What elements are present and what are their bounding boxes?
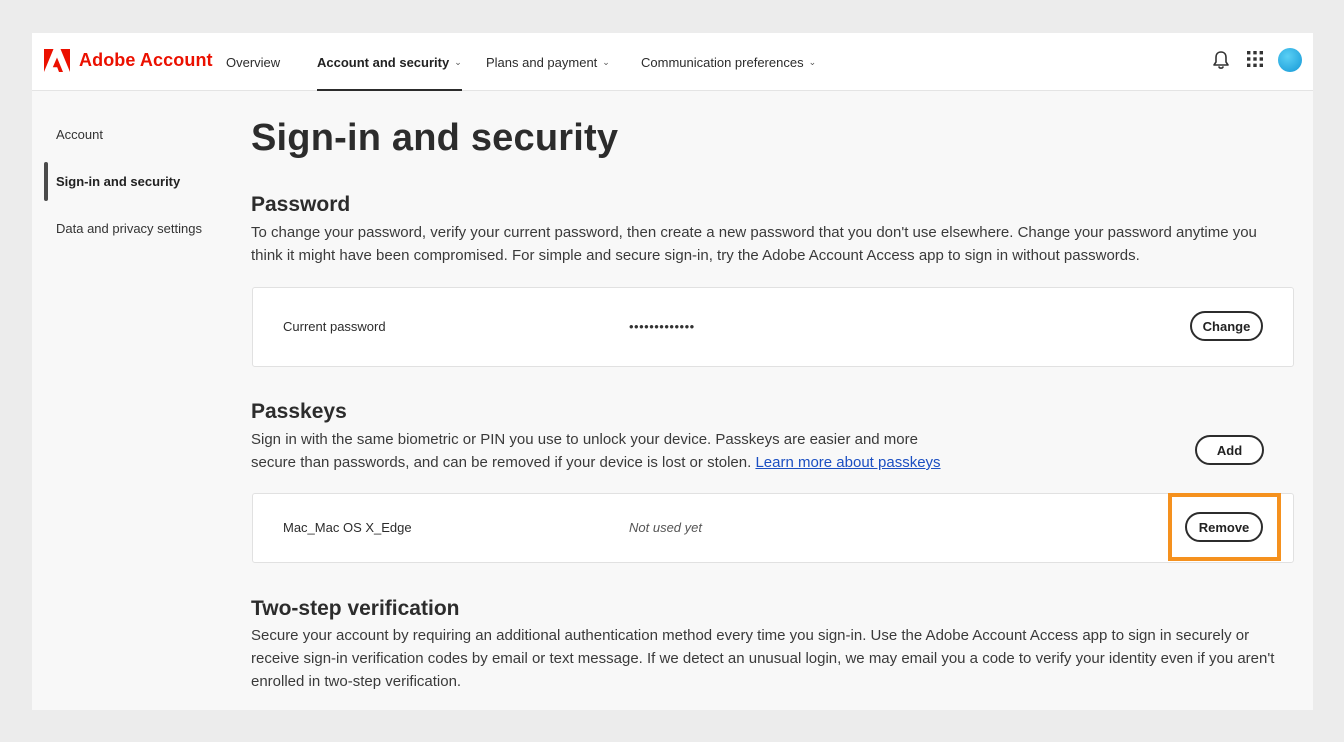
passkey-last-used: Not used yet [629, 520, 702, 535]
notifications-button[interactable] [1212, 50, 1230, 75]
password-card [252, 287, 1294, 367]
sidebar-item-label: Data and privacy settings [56, 221, 202, 236]
passkeys-heading: Passkeys [251, 400, 347, 423]
nav-label: Communication preferences [641, 54, 804, 70]
page-title: Sign-in and security [251, 117, 619, 159]
chevron-down-icon: ⌄ [454, 56, 462, 67]
nav-overview[interactable] [226, 33, 280, 91]
avatar[interactable] [1278, 48, 1302, 72]
add-passkey-button[interactable]: Add [1195, 435, 1264, 465]
sidebar-item-label: Account [56, 127, 103, 142]
brand[interactable] [44, 49, 213, 72]
nav-label: Plans and payment [486, 54, 598, 70]
passkey-card [252, 493, 1294, 563]
sidebar-item-label: Sign-in and security [56, 174, 181, 189]
two-step-description: Secure your account by requiring an additional authentication method every time you sign-in. Use the Adobe Account Access app to sign in securely or receive sign-in verification codes by email or text message. If we detect an unusual login, we may email you a code to verify your identity even if you aren't enrolled in two-step verification. [251, 627, 1275, 690]
sidebar-item-data-and-privacy[interactable] [56, 221, 202, 236]
apps-button[interactable] [1247, 51, 1263, 72]
chevron-down-icon: ⌄ [602, 56, 610, 67]
passkeys-description-text: Sign in with the same biometric or PIN you use to unlock your device. Passkeys are easier and more secure than passwords, and can be removed if your device is lost or stolen. [251, 431, 918, 471]
password-row-label: Current password [283, 319, 386, 334]
nav-label: Overview [226, 54, 281, 70]
learn-more-passkeys-link[interactable]: Learn more about passkeys [755, 454, 941, 471]
sidebar-item-sign-in-and-security[interactable] [56, 174, 180, 189]
passkeys-description [251, 428, 961, 474]
two-step-heading: Two-step verification [251, 597, 460, 620]
password-heading: Password [251, 193, 351, 216]
remove-passkey-button[interactable]: Remove [1185, 512, 1263, 542]
change-password-button[interactable]: Change [1190, 311, 1263, 341]
chevron-down-icon: ⌄ [808, 56, 817, 67]
apps-grid-icon [1247, 51, 1263, 67]
nav-account-and-security[interactable] [317, 33, 462, 91]
bell-icon [1212, 50, 1230, 70]
passkey-device-name: Mac_Mac OS X_Edge [283, 520, 412, 535]
sidebar-item-account[interactable] [56, 127, 103, 142]
top-nav [32, 33, 1313, 91]
nav-label: Account and security [317, 54, 450, 70]
nav-communication-preferences[interactable] [641, 33, 816, 91]
app-window [32, 33, 1313, 710]
brand-name: Adobe Account [79, 50, 213, 70]
password-description: To change your password, verify your current password, then create a new password that you don't use elsewhere. Change your password anytime you think it might have been compromised. For simple and secure sign-in, try the Adobe Account Access app to sign in without passwords. [251, 224, 1257, 264]
password-masked-value: ••••••••••••• [629, 319, 695, 334]
adobe-logo-icon [44, 49, 70, 72]
sidebar-active-indicator [44, 162, 48, 201]
nav-plans-and-payment[interactable] [486, 33, 610, 91]
